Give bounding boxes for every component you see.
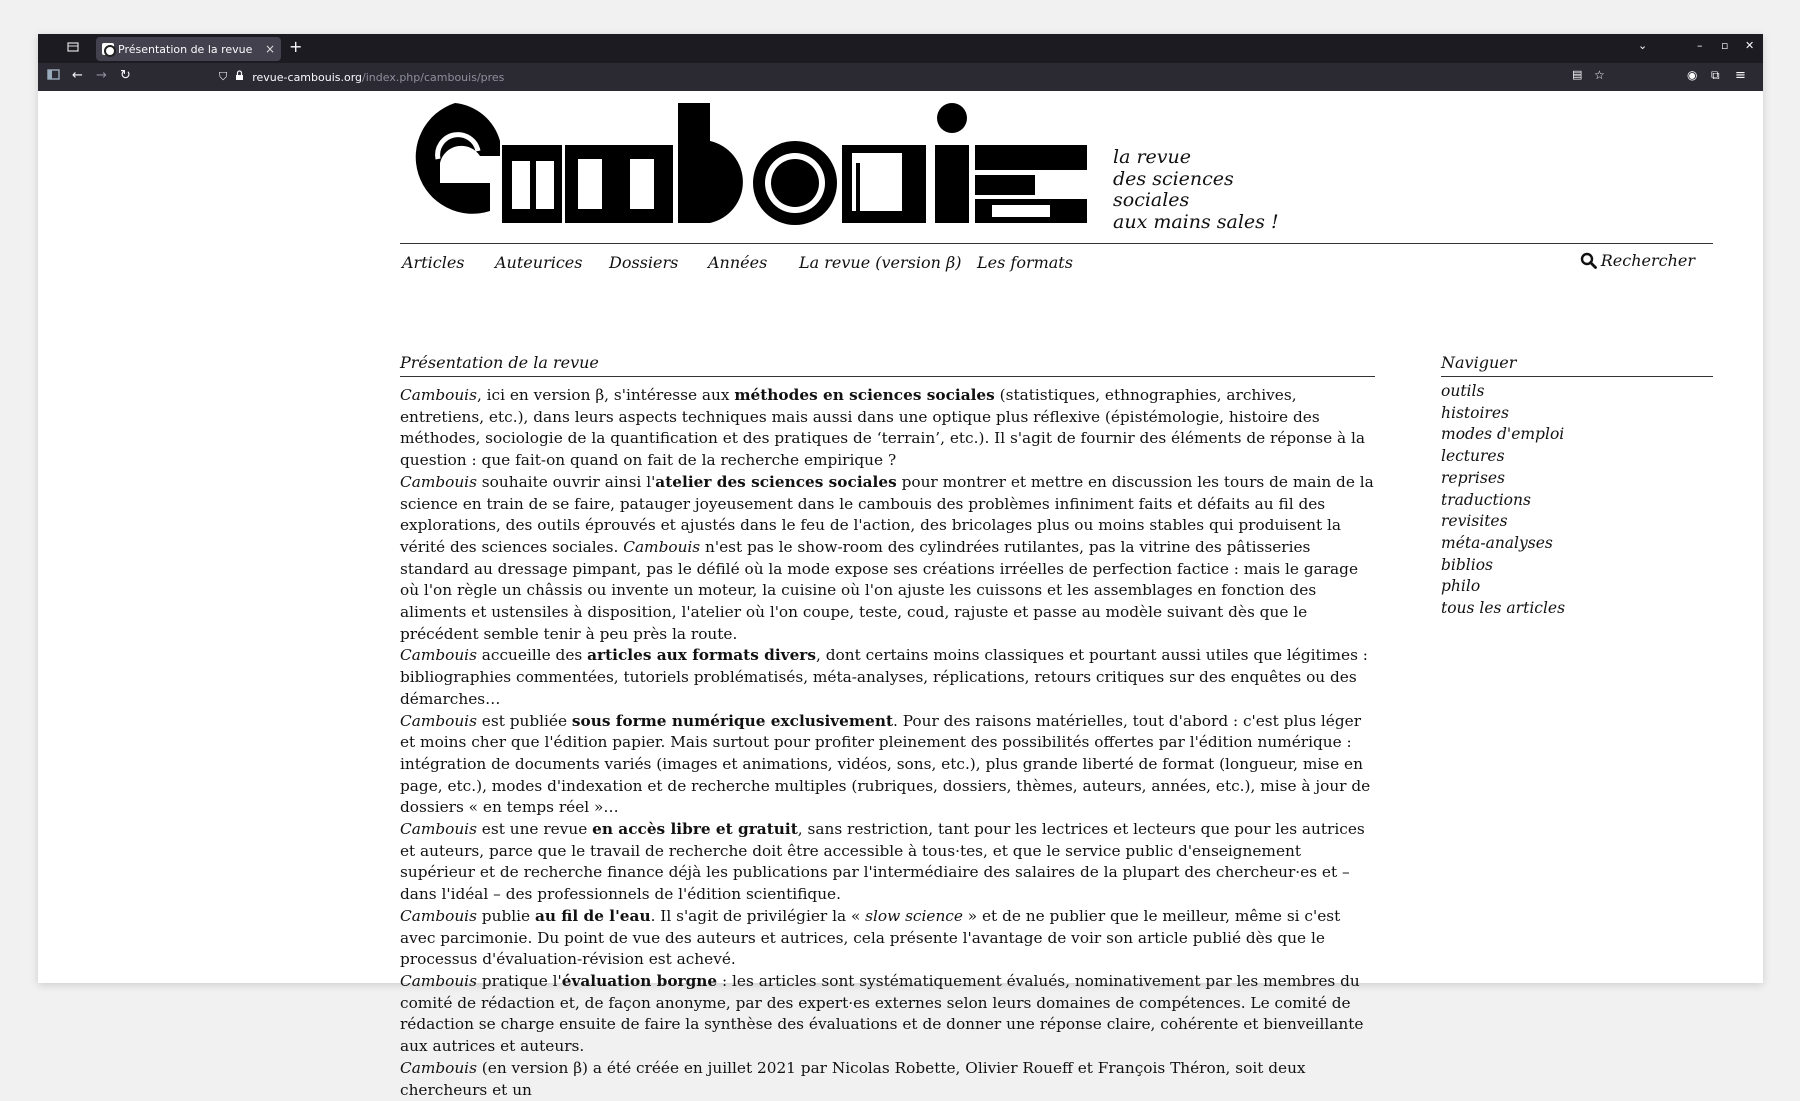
nav-les-formats[interactable]: Les formats <box>977 253 1073 272</box>
sidebar-links <box>1441 381 1713 620</box>
tab-close-icon[interactable]: × <box>264 42 275 56</box>
tagline-line: la revue <box>1113 146 1191 168</box>
text-run: Cambouis <box>400 386 477 404</box>
text-run: , ici en version β, s'intéresse aux <box>476 386 735 404</box>
text-run: n'est pas le show-room des cylindrées rutilantes, pas la vitrine des pâtisseries standard au dressage pimpant, pas le défilé où la mode expose ses créations irréelles de perfection factice : mais le garage où l'on règle un châssis ou invente un moteur, la cuisine où l'on ajuste les cuissons et les assemblages en fonction des aliments et ustensiles à disposition, l'atelier où l'on coupe, teste, coud, rajuste et passe au modèle suivant dès que le précédent semble tenir à peu près la route. <box>400 537 1359 643</box>
new-tab-button[interactable]: + <box>289 37 303 56</box>
minimize-button[interactable]: – <box>1697 39 1703 52</box>
text-run: atelier des sciences sociales <box>655 472 897 491</box>
sidebar-link[interactable]: tous les articles <box>1441 599 1566 618</box>
extensions-icon[interactable]: ⧉ <box>1711 68 1720 82</box>
text-run: pratique l' <box>476 971 562 990</box>
text-run: pour montrer et mettre en discussion les tours de main de la science en train de se faire, patauger joyeusement dans le cambouis des problèmes infiniment faits et défaits au fil des explorations, des outils éprouvés et ajustés dans le feu de l'action, des bricolages plus ou moins stables qui produisent la vérité des sciences sociales. <box>400 472 1374 556</box>
paragraph <box>400 971 1375 1058</box>
tab-list-icon[interactable] <box>67 41 81 55</box>
paragraph <box>400 645 1375 710</box>
nav-auteurices[interactable]: Auteurices <box>495 253 583 272</box>
url-path: /index.php/cambouis/pres <box>362 70 505 84</box>
nav-dossiers[interactable]: Dossiers <box>609 253 679 272</box>
text-run: accueille des <box>476 646 588 665</box>
back-icon[interactable]: ← <box>72 68 83 83</box>
text-run: est publiée <box>476 711 572 730</box>
text-run: méthodes en sciences sociales <box>734 386 995 404</box>
text-run: Cambouis <box>400 711 477 730</box>
sidebar-link[interactable]: histoires <box>1441 403 1509 422</box>
shield-icon[interactable]: ⛉ <box>219 70 228 83</box>
paragraph <box>400 819 1375 906</box>
maximize-button[interactable]: ▫ <box>1721 39 1729 52</box>
text-run: Cambouis <box>623 537 701 556</box>
article-body <box>400 385 1375 1101</box>
text-run: évaluation borgne <box>561 971 718 990</box>
sidebar-link[interactable]: revisites <box>1441 512 1508 531</box>
tab-bar <box>38 34 1763 63</box>
text-run: Cambouis <box>400 820 477 839</box>
text-run: : les articles sont systématiquement évalués, nominativement par les membres du comité de rédaction et, de façon anonyme, par des expert·es externes selon leurs domaines de compétences. Le comité de rédaction se charge ensuite de faire la synthèse des évaluations et de donner une réponse claire, cohérente et bienveillante aux autrices et auteurs. <box>400 971 1364 1056</box>
search-icon <box>1580 252 1597 269</box>
sidebar-link[interactable]: outils <box>1441 382 1485 400</box>
text-run: . Pour des raisons matérielles, tout d'abord : c'est plus léger et moins cher que l'édition papier. Mais surtout pour profiter pleinement des possibilités offertes par l'édition numérique : intégration de documents variés (images et animations, vidéos, sons, etc.), plus grande liberté de format (longueur, mise en page, etc.), modes d'indexation et de recherche multiples (rubriques, dossiers, thèmes, auteurs, années, etc.), mise à jour de dossiers « en temps réel »… <box>400 711 1371 817</box>
account-icon[interactable]: ◉ <box>1687 68 1698 82</box>
sidebar-title: Naviguer <box>1441 353 1713 377</box>
text-run: Cambouis <box>400 1058 477 1077</box>
lock-icon[interactable] <box>235 70 244 84</box>
text-run: (statistiques, ethnographies, archives, entretiens, etc.), dans leurs aspects techniques mais aussi dans une optique plus réflexive (épistémologie, histoire des méthodes, sociologie de la quantification et des pratiques de ‘terrain’, etc.). Il s'agit de fournir des éléments de réponse à la question : que fait-on quand on fait de la recherche empirique ? <box>400 386 1366 470</box>
tagline-line: aux mains sales ! <box>1113 210 1279 233</box>
favicon-icon <box>102 43 114 55</box>
search-button[interactable] <box>1580 251 1695 270</box>
tagline-line: sociales <box>1113 189 1190 211</box>
text-run: Cambouis <box>400 906 477 925</box>
text-run: , sans restriction, tant pour les lectrices et lecteurs que pour les autrices et auteurs, parce que le travail de recherche doit être accessible à tous·tes, et que le service public d'enseignement supérieur et de recherche finance déjà les publications par l'intermédiaire des salaires de la plupart des chercheur·es et – dans l'idéal – des professionnels de l'édition scientifique. <box>400 820 1365 904</box>
sidebar-link[interactable]: lectures <box>1441 447 1505 466</box>
page-title: Présentation de la revue <box>400 353 1375 377</box>
nav-articles[interactable]: Articles <box>402 253 465 272</box>
text-run: en accès libre et gratuit <box>592 820 798 839</box>
nav-bar <box>38 63 1763 91</box>
tab-title: Présentation de la revue <box>118 42 253 56</box>
browser-window <box>38 34 1763 1099</box>
sidebar-link[interactable]: traductions <box>1441 490 1531 509</box>
url-host: revue-cambouis.org <box>252 70 363 84</box>
nav-la-revue[interactable]: La revue (version β) <box>799 253 962 272</box>
text-run: souhaite ouvrir ainsi l' <box>476 472 656 491</box>
reader-view-icon[interactable]: ▤ <box>1572 68 1583 81</box>
text-run: sous forme numérique exclusivement <box>571 711 894 730</box>
sidebar-link[interactable]: reprises <box>1441 468 1505 487</box>
paragraph <box>400 906 1375 971</box>
menu-icon[interactable]: ≡ <box>1735 68 1746 83</box>
sidebar-toggle-icon[interactable] <box>47 68 60 85</box>
sidebar-link[interactable]: modes d'emploi <box>1441 425 1565 444</box>
text-run: est une revue <box>476 820 593 839</box>
search-label: Rechercher <box>1600 251 1695 270</box>
text-run: Cambouis <box>400 646 477 665</box>
text-run: publie <box>476 906 535 925</box>
text-run: , dont certains moins classiques et pourtant aussi utiles que légitimes : bibliographies commentées, tutoriels problématisés, méta-analyses, réplications, retours critiques sur des enquêtes ou des démarches… <box>400 646 1368 708</box>
main-content <box>400 353 1375 1101</box>
sidebar-link[interactable]: biblios <box>1441 555 1494 574</box>
forward-icon[interactable]: → <box>96 68 107 83</box>
browser-tab[interactable] <box>96 37 281 61</box>
text-run: Cambouis <box>400 472 477 491</box>
list-all-tabs-icon[interactable]: ⌄ <box>1638 39 1648 52</box>
text-run: Cambouis <box>400 971 477 990</box>
url-bar[interactable] <box>219 65 1619 89</box>
sidebar-link[interactable]: philo <box>1441 577 1481 596</box>
sidebar-link[interactable]: méta-analyses <box>1441 533 1553 552</box>
tagline <box>1113 147 1279 233</box>
paragraph <box>400 472 1375 646</box>
text-run: au fil de l'eau <box>534 906 651 925</box>
tagline-line: des sciences <box>1113 167 1234 190</box>
reload-icon[interactable]: ↻ <box>120 68 131 83</box>
text-run: articles aux formats divers <box>587 646 816 665</box>
paragraph <box>400 711 1375 820</box>
bookmark-star-icon[interactable]: ☆ <box>1594 68 1605 82</box>
close-window-button[interactable]: ✕ <box>1745 39 1755 52</box>
text-run: » et de ne publier que le meilleur, même si c'est avec parcimonie. Du point de vue des auteurs et autrices, cela présente l'avantage de voir son article publié dès que le processus d'évaluation-révision est achevé. <box>400 906 1341 969</box>
text-run: . Il s'agit de privilégier la « <box>650 906 866 925</box>
nav-annees[interactable]: Années <box>708 253 768 272</box>
text-run: (en version β) a été créée en juillet 2021 par Nicolas Robette, Olivier Roueff et François Théron, soit deux chercheurs et un <box>400 1058 1306 1099</box>
paragraph <box>400 1058 1375 1101</box>
text-run: slow science <box>865 906 963 925</box>
sidebar <box>1441 353 1713 620</box>
paragraph <box>400 385 1375 472</box>
main-nav <box>400 243 1713 277</box>
cambouis-logo[interactable] <box>400 101 1090 231</box>
page <box>38 91 1763 1099</box>
